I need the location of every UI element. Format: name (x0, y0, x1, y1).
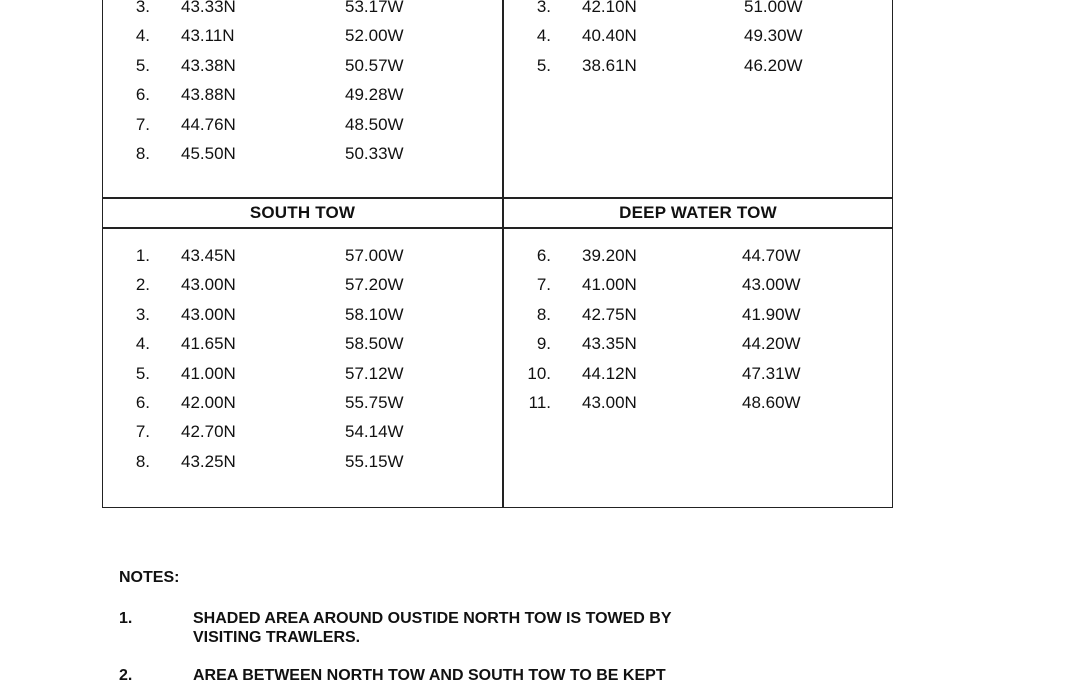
note-number: 2. (119, 667, 133, 684)
point-number: 8. (536, 304, 551, 324)
coordinate-row (504, 393, 892, 422)
coordinate-row (103, 422, 502, 451)
latitude-value: 45.50N (181, 143, 236, 163)
coordinate-row (103, 452, 502, 481)
coordinate-row (504, 56, 892, 85)
longitude-value: 50.57W (345, 55, 404, 75)
note-number: 1. (119, 610, 133, 627)
point-number: 1. (135, 246, 150, 265)
coordinate-row (504, 0, 892, 26)
deep-water-tow-header: DEEP WATER TOW (619, 203, 777, 222)
latitude-value: 42.10N (582, 0, 637, 16)
longitude-value: 53.17W (345, 0, 404, 16)
point-number: 3. (135, 304, 150, 324)
point-number: 5. (135, 55, 150, 75)
latitude-value: 43.88N (181, 85, 236, 105)
longitude-value: 44.70W (742, 246, 801, 265)
notes-title: NOTES: (119, 569, 180, 586)
deep-water-tow-coordinates (504, 246, 892, 422)
point-number: 11. (528, 392, 551, 412)
latitude-value: 41.00N (582, 275, 637, 295)
coordinate-row (103, 305, 502, 334)
latitude-value: 42.75N (582, 304, 637, 324)
longitude-value: 57.20W (345, 275, 404, 295)
note-text-line: AREA BETWEEN NORTH TOW AND SOUTH TOW TO BE KEPT (193, 667, 666, 684)
latitude-value: 43.25N (181, 451, 236, 471)
longitude-value: 50.33W (345, 143, 404, 163)
note-item (119, 666, 879, 686)
latitude-value: 43.38N (181, 55, 236, 75)
latitude-value: 41.65N (181, 334, 236, 354)
coordinate-row (504, 305, 892, 334)
longitude-value: 46.20W (744, 55, 803, 75)
longitude-value: 48.60W (742, 392, 801, 412)
coordinates-table (102, 0, 893, 508)
south-tow-header: SOUTH TOW (249, 203, 356, 222)
point-number: 8. (135, 451, 150, 471)
top-right-coordinates (504, 0, 892, 85)
coordinate-row (504, 26, 892, 55)
point-number: 3. (135, 0, 150, 16)
longitude-value: 44.20W (742, 334, 801, 354)
coordinate-row (103, 26, 502, 55)
coordinate-row (504, 246, 892, 275)
coordinate-row (103, 393, 502, 422)
longitude-value: 52.00W (345, 26, 404, 46)
longitude-value: 41.90W (742, 304, 801, 324)
coordinate-row (504, 334, 892, 363)
coordinate-row (103, 246, 502, 275)
point-number: 9. (536, 334, 551, 354)
latitude-value: 43.35N (582, 334, 637, 354)
latitude-value: 42.70N (181, 422, 236, 442)
top-left-coordinates (103, 0, 502, 173)
coordinate-row (103, 85, 502, 114)
coordinate-row (504, 275, 892, 304)
latitude-value: 43.33N (181, 0, 236, 16)
point-number: 5. (536, 55, 551, 75)
latitude-value: 43.00N (181, 275, 236, 295)
longitude-value: 49.28W (345, 85, 404, 105)
longitude-value: 58.50W (345, 334, 404, 354)
point-number: 8. (135, 143, 150, 163)
latitude-value: 43.00N (181, 304, 236, 324)
latitude-value: 42.00N (181, 392, 236, 412)
coordinate-row (103, 115, 502, 144)
coordinate-row (103, 0, 502, 26)
latitude-value: 38.61N (582, 55, 637, 75)
longitude-value: 43.00W (742, 275, 801, 295)
point-number: 4. (135, 26, 150, 46)
point-number: 7. (536, 275, 551, 295)
coordinate-row (103, 144, 502, 173)
longitude-value: 51.00W (744, 0, 803, 16)
note-text-line: VISITING TRAWLERS. (193, 629, 361, 646)
point-number: 6. (536, 246, 551, 265)
point-number: 7. (135, 114, 150, 134)
coordinate-row (103, 334, 502, 363)
coordinate-row (103, 364, 502, 393)
row-divider-bottom (103, 227, 892, 229)
longitude-value: 57.12W (345, 363, 404, 383)
south-tow-coordinates (103, 246, 502, 481)
note-text-line: SHADED AREA AROUND OUSTIDE NORTH TOW IS TOWED BY (193, 610, 672, 627)
point-number: 7. (135, 422, 150, 442)
longitude-value: 55.15W (345, 451, 404, 471)
point-number: 4. (536, 26, 551, 46)
latitude-value: 39.20N (582, 246, 637, 265)
longitude-value: 47.31W (742, 363, 801, 383)
point-number: 4. (135, 334, 150, 354)
row-divider-top (103, 197, 892, 199)
note-item (119, 609, 879, 649)
longitude-value: 49.30W (744, 26, 803, 46)
latitude-value: 43.11N (181, 26, 235, 46)
point-number: 2. (135, 275, 150, 295)
point-number: 10. (527, 363, 551, 383)
longitude-value: 54.14W (345, 422, 404, 442)
latitude-value: 43.00N (582, 392, 637, 412)
latitude-value: 40.40N (582, 26, 637, 46)
point-number: 5. (135, 363, 150, 383)
coordinate-row (504, 364, 892, 393)
point-number: 6. (135, 85, 150, 105)
latitude-value: 41.00N (181, 363, 236, 383)
latitude-value: 44.76N (181, 114, 236, 134)
point-number: 3. (536, 0, 551, 16)
longitude-value: 55.75W (345, 392, 404, 412)
latitude-value: 44.12N (582, 363, 637, 383)
coordinate-row (103, 56, 502, 85)
longitude-value: 48.50W (345, 114, 404, 134)
latitude-value: 43.45N (181, 246, 236, 265)
longitude-value: 57.00W (345, 246, 404, 265)
coordinate-row (103, 275, 502, 304)
point-number: 6. (135, 392, 150, 412)
longitude-value: 58.10W (345, 304, 404, 324)
